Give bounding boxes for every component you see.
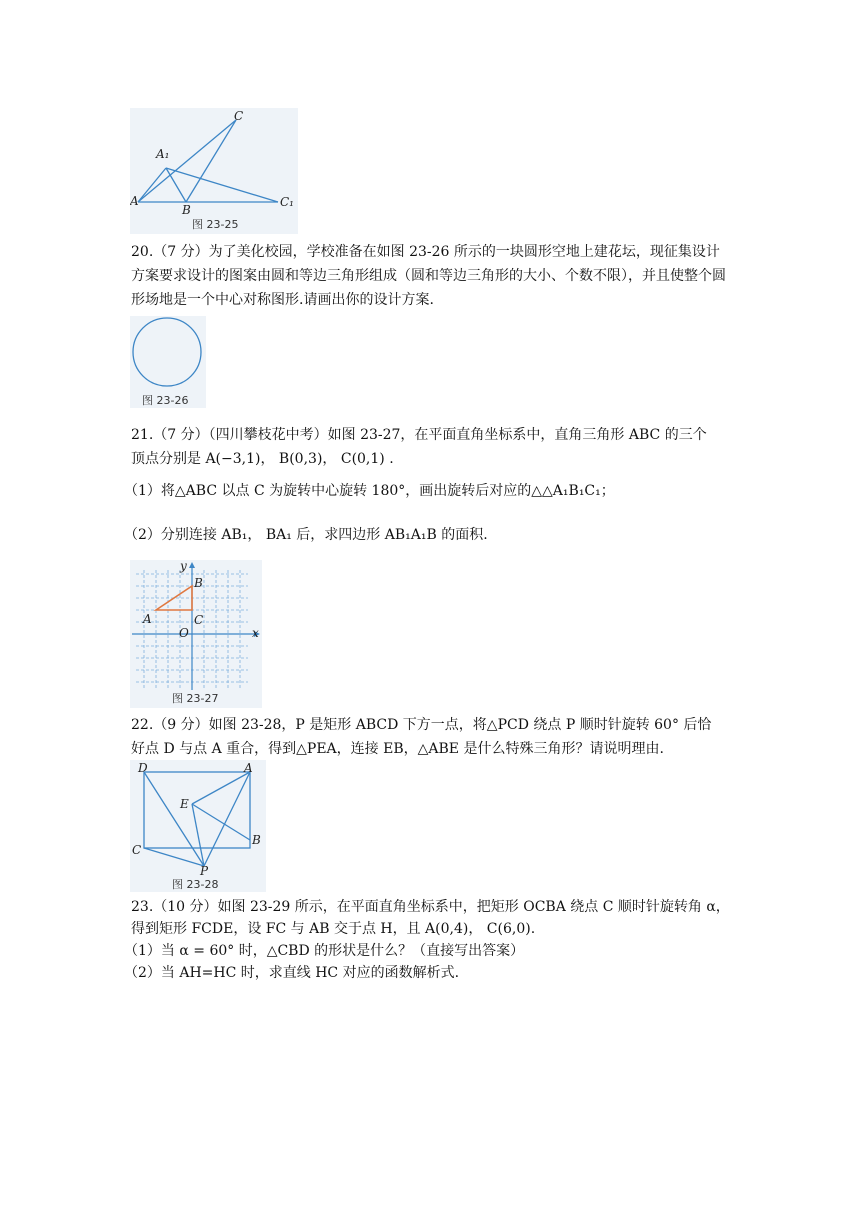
figure-caption: 图 23-25	[192, 218, 239, 231]
segment-e-b	[192, 804, 250, 840]
segment-a-p	[204, 772, 250, 866]
label-x: x	[252, 626, 259, 640]
figure-caption: 图 23-27	[172, 692, 219, 705]
question-21-part-1: （1）将△ABC 以点 C 为旋转中心旋转 180°，画出旋转后对应的△△A₁B₁C₁；	[124, 483, 615, 499]
question-22-line-1: 22.（9 分）如图 23-28，P 是矩形 ABCD 下方一点，将△PCD 绕点 P 顺时针旋转 60° 后恰	[131, 717, 712, 733]
figure-23-28	[130, 760, 266, 892]
segment-a-c	[138, 120, 236, 202]
label-b: B	[182, 203, 191, 217]
label-b: B	[252, 833, 261, 847]
figure-23-25	[130, 108, 298, 234]
figure-caption: 图 23-26	[142, 394, 189, 407]
circle-plot	[133, 318, 201, 386]
y-axis-arrow	[189, 562, 195, 568]
label-p: P	[200, 864, 209, 878]
label-c: C	[234, 109, 244, 123]
label-c: C	[194, 613, 204, 627]
label-b: B	[194, 576, 203, 590]
question-21-line-2: 顶点分别是 A(−3,1)， B(0,3)， C(0,1) .	[131, 451, 394, 467]
question-20: 20.（7 分）为了美化校园，学校准备在如图 23-26 所示的一块圆形空地上建花坛，现征集设计方案要求设计的图案由圆和等边三角形组成（圆和等边三角形的大小、个数不限），并且使整个圆形场地是一个中心对称图形.请画出你的设计方案.	[131, 244, 726, 308]
segment-a-e	[192, 772, 250, 804]
label-y: y	[180, 560, 187, 573]
figure-23-26	[130, 316, 206, 408]
figure-23-27	[130, 560, 262, 708]
segment-a-a1	[138, 168, 166, 202]
segment-b-c	[186, 120, 236, 202]
question-21-part-2: （2）分别连接 AB₁， BA₁ 后，求四边形 AB₁A₁B 的面积.	[124, 527, 488, 543]
question-23-part-1: （1）当 α = 60° 时，△CBD 的形状是什么？（直接写出答案）	[124, 943, 525, 959]
label-e: E	[180, 797, 189, 811]
figure-caption: 图 23-28	[172, 878, 219, 891]
label-d: D	[138, 761, 148, 775]
label-a: A	[143, 612, 152, 626]
label-o: O	[179, 626, 189, 640]
label-a1: A₁	[156, 147, 170, 161]
question-22-line-2: 好点 D 与点 A 重合，得到△PEA，连接 EB，△ABE 是什么特殊三角形？请说明理由.	[131, 741, 664, 757]
label-a: A	[130, 194, 139, 208]
label-c1: C₁	[280, 195, 294, 209]
question-21-line-1: 21.（7 分）（四川攀枝花中考）如图 23-27，在平面直角坐标系中，直角三角形 ABC 的三个	[131, 427, 707, 443]
rectangle-abcd	[144, 772, 250, 848]
label-c: C	[132, 843, 142, 857]
question-23-line-2: 得到矩形 FCDE，设 FC 与 AB 交于点 H，且 A(0,4)， C(6,0).	[131, 921, 536, 937]
label-a: A	[244, 761, 253, 775]
question-23-line-1: 23.（10 分）如图 23-29 所示，在平面直角坐标系中，把矩形 OCBA 绕点 C 顺时针旋转角 α，	[131, 899, 730, 915]
question-23-part-2: （2）当 AH=HC 时，求直线 HC 对应的函数解析式.	[124, 965, 460, 981]
